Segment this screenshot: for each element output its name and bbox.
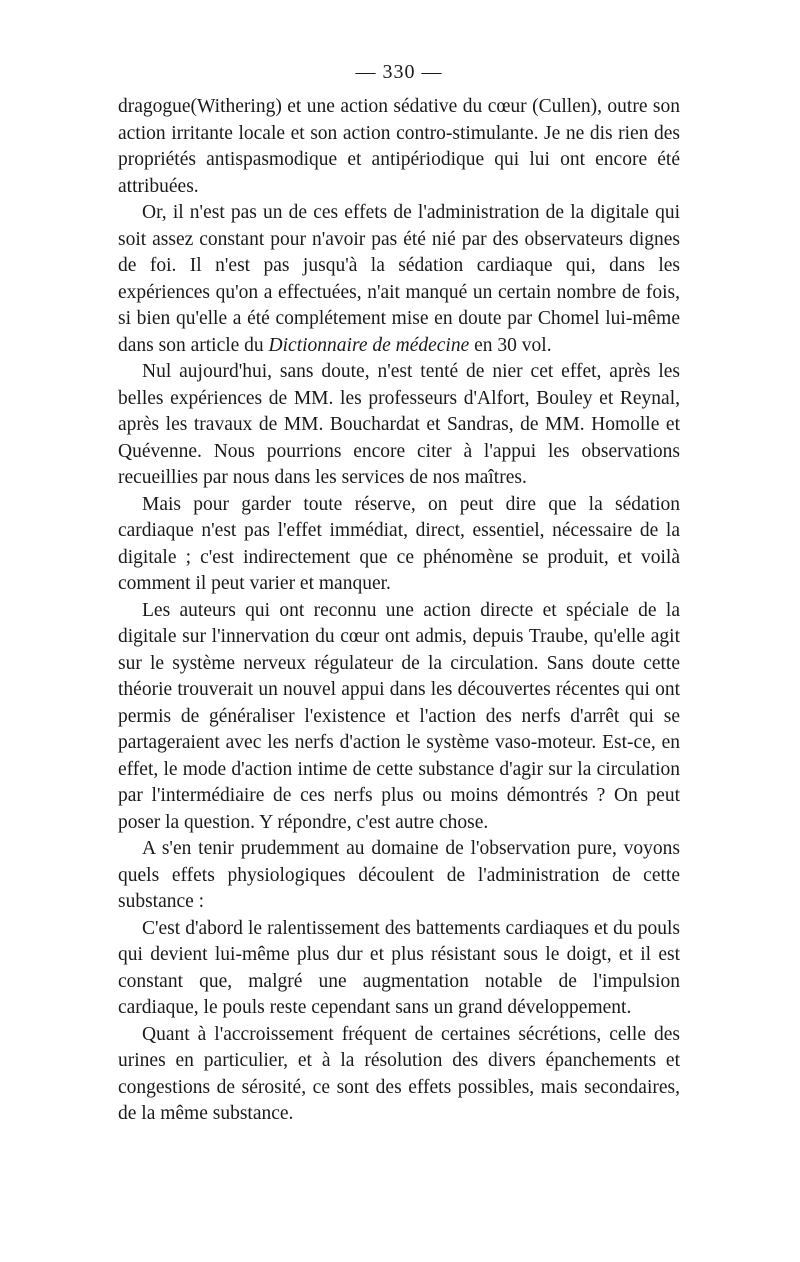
paragraph-6: A s'en tenir prudemment au domaine de l'observation pure, voyons quels effets physiologiques découlent de l'administration de cette substance :	[118, 838, 680, 912]
paragraph-2-text-before: Or, il n'est pas un de ces effets de l'administration de la digitale qui soit assez constant pour n'avoir pas été nié par des observateurs dignes de foi. Il n'est pas jusqu'à la sédation cardiaque qui, dans les expériences qu'on a effectuées, n'ait manqué un certain nombre de fois, si bien qu'elle a été complétement mise en doute par Chomel lui-même dans son article du	[118, 202, 680, 356]
paragraph-1: dragogue(Withering) et une action sédative du cœur (Cullen), outre son action irritante locale et son action contro-stimulante. Je ne dis rien des propriétés antispasmodique et antipériodique qui lui ont encore été attribuées.	[118, 96, 680, 197]
paragraph-4: Mais pour garder toute réserve, on peut dire que la sédation cardiaque n'est pas l'effet immédiat, direct, essentiel, nécessaire de la digitale ; c'est indirectement que ce phénomène se produit, et voilà comment il peut varier et manquer.	[118, 493, 680, 594]
dictionary-title-italic: Dictionnaire de médecine	[268, 334, 470, 356]
document-page	[118, 58, 680, 1128]
paragraph-2	[118, 200, 680, 359]
page-number: — 330 —	[355, 61, 443, 83]
paragraph-2-text-after: en 30 vol.	[469, 334, 552, 356]
paragraph-7: C'est d'abord le ralentissement des battements cardiaques et du pouls qui devient lui-même plus dur et plus résistant sous le doigt, et il est constant que, malgré une augmentation notable de l'impulsion cardiaque, le pouls reste cependant sans un grand développement.	[118, 917, 680, 1018]
paragraph-8: Quant à l'accroissement fréquent de certaines sécrétions, celle des urines en particulier, et à la résolution des divers épanchements et congestions de sérosité, ce sont des effets possibles, mais secondaires, de la même substance.	[118, 1023, 680, 1124]
paragraph-3: Nul aujourd'hui, sans doute, n'est tenté de nier cet effet, après les belles expériences de MM. les professeurs d'Alfort, Bouley et Reynal, après les travaux de MM. Bouchardat et Sandras, de MM. Homolle et Quévenne. Nous pourrions encore citer à l'appui les observations recueillies par nous dans les services de nos maîtres.	[118, 361, 680, 488]
paragraph-5: Les auteurs qui ont reconnu une action directe et spéciale de la digitale sur l'innervation du cœur ont admis, depuis Traube, qu'elle agit sur le système nerveux régulateur de la circulation. Sans doute cette théorie trouverait un nouvel appui dans les découvertes récentes qui ont permis de généraliser l'existence et l'action des nerfs d'arrêt qui se partageraient avec les nerfs d'action le système vaso-moteur. Est-ce, en effet, le mode d'action intime de cette substance d'agir sur la circulation par l'intermédiaire de ces nerfs plus ou moins démontrés ? On peut poser la question. Y répondre, c'est autre chose.	[118, 599, 680, 833]
